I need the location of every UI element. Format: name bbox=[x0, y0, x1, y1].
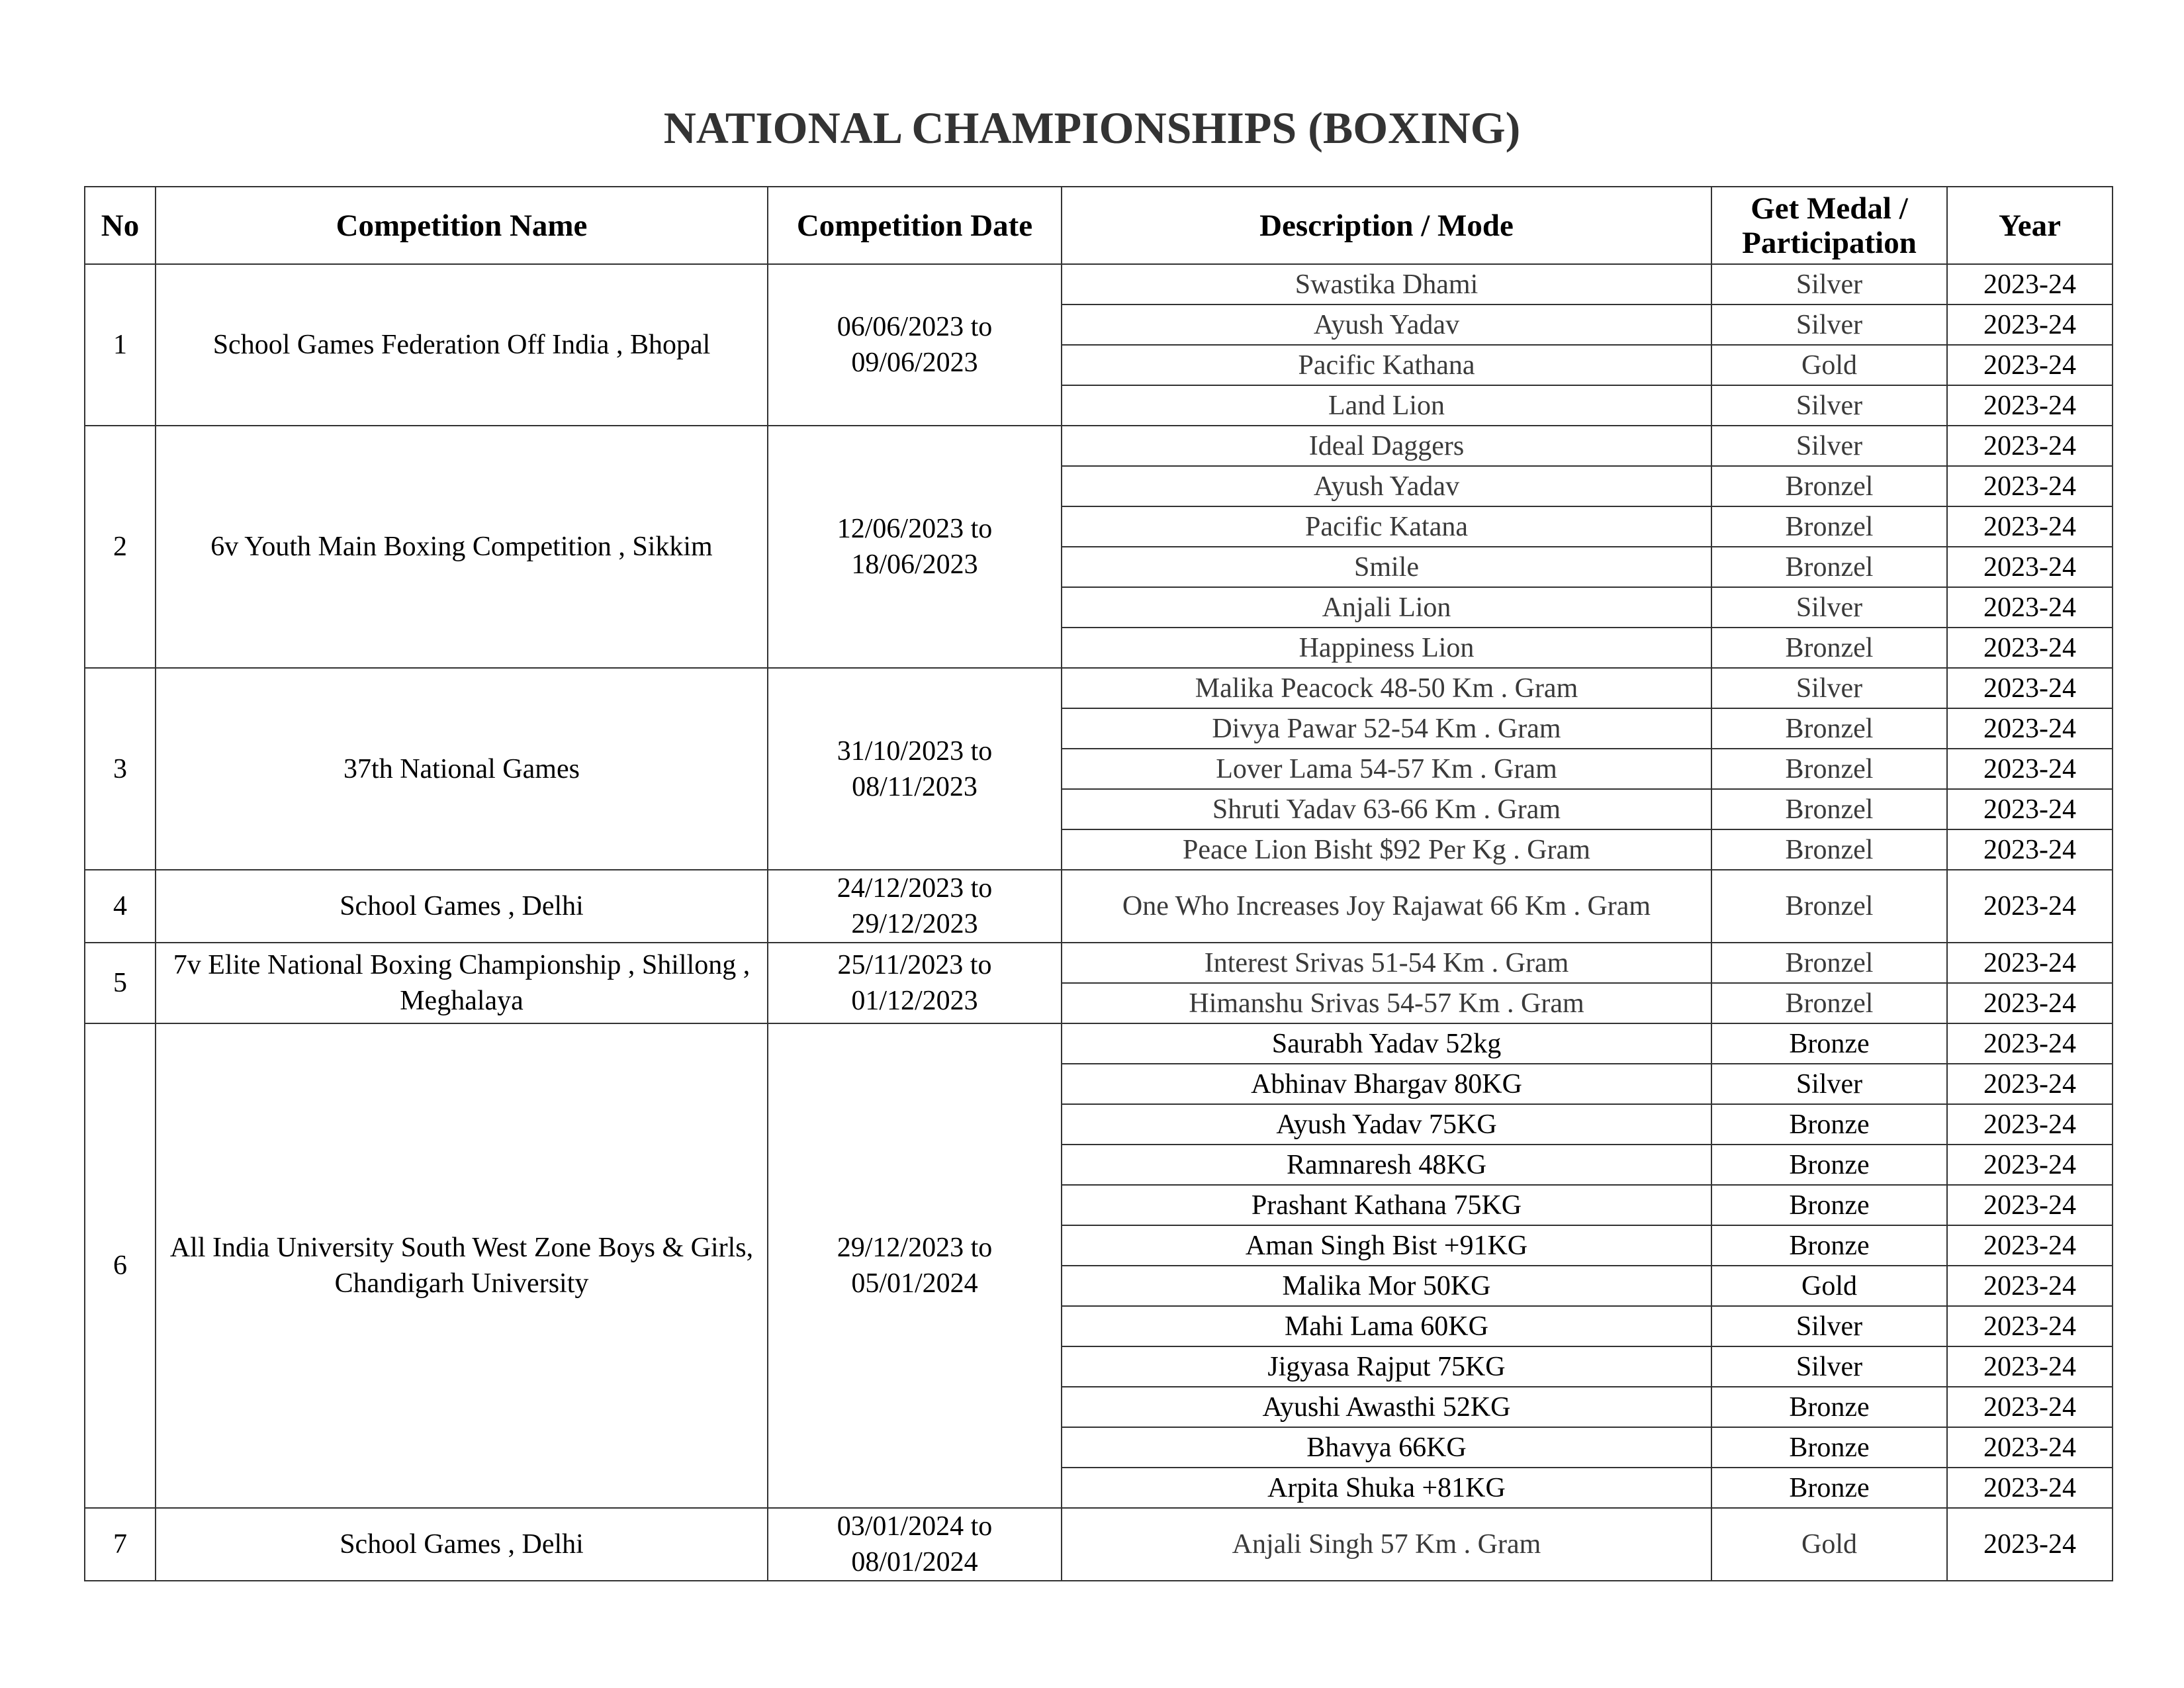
cell-description: Anjali Singh 57 Km . Gram bbox=[1062, 1508, 1711, 1581]
cell-year: 2023-24 bbox=[1947, 1225, 2113, 1266]
cell-medal: Silver bbox=[1711, 1306, 1947, 1346]
cell-medal: Bronzel bbox=[1711, 749, 1947, 789]
table-row bbox=[85, 1508, 2113, 1581]
cell-description: Land Lion bbox=[1062, 385, 1711, 426]
cell-description: Mahi Lama 60KG bbox=[1062, 1306, 1711, 1346]
cell-description: Prashant Kathana 75KG bbox=[1062, 1185, 1711, 1225]
cell-year: 2023-24 bbox=[1947, 547, 2113, 587]
cell-medal: Silver bbox=[1711, 587, 1947, 628]
cell-description: One Who Increases Joy Rajawat 66 Km . Gram bbox=[1062, 870, 1711, 943]
cell-competition-date: 25/11/2023 to 01/12/2023 bbox=[768, 943, 1062, 1023]
header-no: No bbox=[85, 187, 156, 264]
cell-competition-name: All India University South West Zone Boys & Girls, Chandigarh University bbox=[156, 1023, 768, 1508]
table-row bbox=[85, 668, 2113, 708]
table-header bbox=[85, 187, 2113, 264]
cell-description: Swastika Dhami bbox=[1062, 264, 1711, 305]
cell-description: Smile bbox=[1062, 547, 1711, 587]
cell-description: Ayushi Awasthi 52KG bbox=[1062, 1387, 1711, 1427]
cell-no: 1 bbox=[85, 264, 156, 426]
table-row bbox=[85, 943, 2113, 983]
cell-description: Pacific Katana bbox=[1062, 506, 1711, 547]
cell-medal: Bronzel bbox=[1711, 983, 1947, 1023]
cell-year: 2023-24 bbox=[1947, 466, 2113, 506]
cell-competition-date: 31/10/2023 to 08/11/2023 bbox=[768, 668, 1062, 870]
cell-medal: Bronze bbox=[1711, 1104, 1947, 1145]
cell-medal: Silver bbox=[1711, 1064, 1947, 1104]
header-row bbox=[85, 187, 2113, 264]
cell-no: 7 bbox=[85, 1508, 156, 1581]
cell-year: 2023-24 bbox=[1947, 1387, 2113, 1427]
cell-medal: Bronze bbox=[1711, 1225, 1947, 1266]
cell-medal: Gold bbox=[1711, 1266, 1947, 1306]
cell-year: 2023-24 bbox=[1947, 1023, 2113, 1064]
cell-competition-date: 24/12/2023 to 29/12/2023 bbox=[768, 870, 1062, 943]
cell-year: 2023-24 bbox=[1947, 789, 2113, 829]
cell-medal: Bronzel bbox=[1711, 829, 1947, 870]
cell-medal: Silver bbox=[1711, 668, 1947, 708]
cell-description: Himanshu Srivas 54-57 Km . Gram bbox=[1062, 983, 1711, 1023]
table-row bbox=[85, 426, 2113, 466]
championships-table-container bbox=[84, 186, 2112, 1581]
cell-year: 2023-24 bbox=[1947, 749, 2113, 789]
cell-medal: Bronzel bbox=[1711, 789, 1947, 829]
cell-description: Abhinav Bhargav 80KG bbox=[1062, 1064, 1711, 1104]
cell-no: 6 bbox=[85, 1023, 156, 1508]
cell-year: 2023-24 bbox=[1947, 385, 2113, 426]
cell-year: 2023-24 bbox=[1947, 708, 2113, 749]
cell-competition-name: 6v Youth Main Boxing Competition , Sikkim bbox=[156, 426, 768, 668]
cell-medal: Bronzel bbox=[1711, 628, 1947, 668]
cell-no: 3 bbox=[85, 668, 156, 870]
cell-year: 2023-24 bbox=[1947, 345, 2113, 385]
cell-description: Saurabh Yadav 52kg bbox=[1062, 1023, 1711, 1064]
table-row bbox=[85, 870, 2113, 943]
cell-competition-date: 06/06/2023 to 09/06/2023 bbox=[768, 264, 1062, 426]
cell-competition-name: 37th National Games bbox=[156, 668, 768, 870]
cell-year: 2023-24 bbox=[1947, 983, 2113, 1023]
cell-medal: Bronze bbox=[1711, 1185, 1947, 1225]
cell-competition-name: School Games , Delhi bbox=[156, 870, 768, 943]
cell-description: Arpita Shuka +81KG bbox=[1062, 1468, 1711, 1508]
cell-no: 4 bbox=[85, 870, 156, 943]
cell-medal: Bronzel bbox=[1711, 870, 1947, 943]
cell-year: 2023-24 bbox=[1947, 943, 2113, 983]
cell-description: Lover Lama 54-57 Km . Gram bbox=[1062, 749, 1711, 789]
table-body bbox=[85, 264, 2113, 1581]
cell-medal: Gold bbox=[1711, 1508, 1947, 1581]
cell-competition-name: 7v Elite National Boxing Championship , Shillong , Meghalaya bbox=[156, 943, 768, 1023]
cell-description: Shruti Yadav 63-66 Km . Gram bbox=[1062, 789, 1711, 829]
cell-competition-name: School Games , Delhi bbox=[156, 1508, 768, 1581]
header-medal: Get Medal / Participation bbox=[1711, 187, 1947, 264]
cell-description: Malika Peacock 48-50 Km . Gram bbox=[1062, 668, 1711, 708]
cell-year: 2023-24 bbox=[1947, 1468, 2113, 1508]
cell-medal: Silver bbox=[1711, 305, 1947, 345]
header-description: Description / Mode bbox=[1062, 187, 1711, 264]
cell-description: Divya Pawar 52-54 Km . Gram bbox=[1062, 708, 1711, 749]
header-competition-name: Competition Name bbox=[156, 187, 768, 264]
cell-competition-name: School Games Federation Off India , Bhopal bbox=[156, 264, 768, 426]
header-year: Year bbox=[1947, 187, 2113, 264]
cell-competition-date: 03/01/2024 to 08/01/2024 bbox=[768, 1508, 1062, 1581]
table-row bbox=[85, 264, 2113, 305]
cell-year: 2023-24 bbox=[1947, 1508, 2113, 1581]
cell-year: 2023-24 bbox=[1947, 1185, 2113, 1225]
cell-medal: Bronze bbox=[1711, 1145, 1947, 1185]
cell-competition-date: 12/06/2023 to 18/06/2023 bbox=[768, 426, 1062, 668]
cell-year: 2023-24 bbox=[1947, 1306, 2113, 1346]
cell-year: 2023-24 bbox=[1947, 1145, 2113, 1185]
header-competition-date: Competition Date bbox=[768, 187, 1062, 264]
cell-year: 2023-24 bbox=[1947, 1266, 2113, 1306]
cell-description: Interest Srivas 51-54 Km . Gram bbox=[1062, 943, 1711, 983]
cell-description: Happiness Lion bbox=[1062, 628, 1711, 668]
cell-medal: Silver bbox=[1711, 1346, 1947, 1387]
cell-description: Bhavya 66KG bbox=[1062, 1427, 1711, 1468]
cell-medal: Bronzel bbox=[1711, 708, 1947, 749]
cell-year: 2023-24 bbox=[1947, 628, 2113, 668]
cell-description: Aman Singh Bist +91KG bbox=[1062, 1225, 1711, 1266]
cell-medal: Bronze bbox=[1711, 1023, 1947, 1064]
cell-medal: Silver bbox=[1711, 426, 1947, 466]
cell-medal: Bronze bbox=[1711, 1468, 1947, 1508]
cell-year: 2023-24 bbox=[1947, 1104, 2113, 1145]
cell-year: 2023-24 bbox=[1947, 1346, 2113, 1387]
cell-description: Jigyasa Rajput 75KG bbox=[1062, 1346, 1711, 1387]
cell-year: 2023-24 bbox=[1947, 668, 2113, 708]
cell-description: Ayush Yadav bbox=[1062, 305, 1711, 345]
cell-year: 2023-24 bbox=[1947, 870, 2113, 943]
cell-year: 2023-24 bbox=[1947, 829, 2113, 870]
cell-year: 2023-24 bbox=[1947, 1427, 2113, 1468]
cell-description: Malika Mor 50KG bbox=[1062, 1266, 1711, 1306]
cell-no: 5 bbox=[85, 943, 156, 1023]
cell-year: 2023-24 bbox=[1947, 587, 2113, 628]
cell-medal: Bronzel bbox=[1711, 547, 1947, 587]
cell-description: Peace Lion Bisht $92 Per Kg . Gram bbox=[1062, 829, 1711, 870]
cell-description: Anjali Lion bbox=[1062, 587, 1711, 628]
cell-medal: Bronze bbox=[1711, 1427, 1947, 1468]
cell-description: Ayush Yadav bbox=[1062, 466, 1711, 506]
championships-table bbox=[84, 186, 2113, 1581]
cell-description: Ramnaresh 48KG bbox=[1062, 1145, 1711, 1185]
cell-medal: Bronzel bbox=[1711, 466, 1947, 506]
cell-year: 2023-24 bbox=[1947, 264, 2113, 305]
cell-medal: Bronze bbox=[1711, 1387, 1947, 1427]
cell-medal: Bronzel bbox=[1711, 943, 1947, 983]
cell-year: 2023-24 bbox=[1947, 1064, 2113, 1104]
cell-description: Pacific Kathana bbox=[1062, 345, 1711, 385]
cell-competition-date: 29/12/2023 to 05/01/2024 bbox=[768, 1023, 1062, 1508]
cell-year: 2023-24 bbox=[1947, 506, 2113, 547]
cell-medal: Silver bbox=[1711, 385, 1947, 426]
cell-year: 2023-24 bbox=[1947, 305, 2113, 345]
cell-medal: Silver bbox=[1711, 264, 1947, 305]
cell-year: 2023-24 bbox=[1947, 426, 2113, 466]
page-title: NATIONAL CHAMPIONSHIPS (BOXING) bbox=[663, 103, 1521, 153]
cell-description: Ideal Daggers bbox=[1062, 426, 1711, 466]
cell-no: 2 bbox=[85, 426, 156, 668]
table-row bbox=[85, 1023, 2113, 1064]
cell-medal: Gold bbox=[1711, 345, 1947, 385]
cell-medal: Bronzel bbox=[1711, 506, 1947, 547]
cell-description: Ayush Yadav 75KG bbox=[1062, 1104, 1711, 1145]
